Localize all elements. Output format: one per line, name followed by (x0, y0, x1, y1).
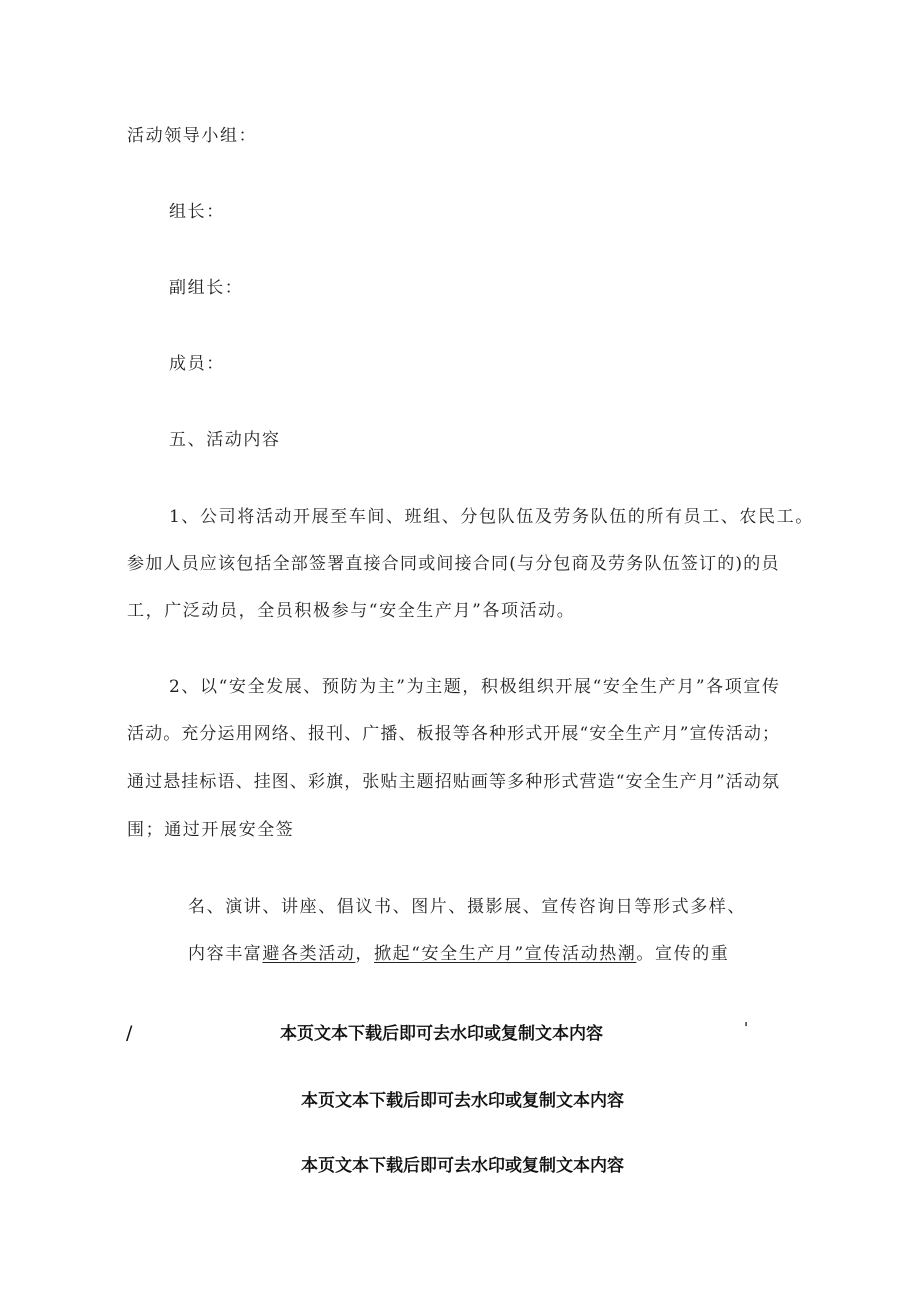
watermark-line-3: 本页文本下载后即可去水印或复制文本内容 (301, 1156, 624, 1176)
continuation-text-b: ， (355, 944, 375, 964)
leader-label: 组长： (169, 202, 225, 222)
continuation-text-c: 。宣传的重 (636, 944, 730, 964)
continuation-line-2 (188, 944, 729, 964)
item-1-line-3: 工，广泛动员，全员积极参与“安全生产月”各项活动。 (127, 601, 576, 621)
item-2-line-1: 2、以“安全发展、预防为主”为主题，积极组织开展“安全生产月”各项宣传 (169, 677, 781, 697)
member-label: 成员： (169, 354, 225, 374)
item-2-line-3: 通过悬挂标语、挂图、彩旗，张贴主题招贴画等多种形式营造“安全生产月”活动氛 (127, 772, 781, 792)
watermark-tick-mark: ' (744, 1019, 749, 1037)
continuation-underlined-b: 掀起“安全生产月”宣传活动热潮 (374, 944, 637, 964)
deputy-leader-label: 副组长： (169, 278, 244, 298)
leadership-heading: 活动领导小组： (127, 126, 258, 146)
section-5-title: 五、活动内容 (169, 430, 281, 450)
item-2-line-2: 活动。充分运用网络、报刊、广播、板报等各种形式开展“安全生产月”宣传活动； (127, 724, 781, 744)
item-1-line-1: 1、公司将活动开展至车间、班组、分包队伍及劳务队伍的所有员工、农民工。 (169, 507, 814, 527)
watermark-line-1: 本页文本下载后即可去水印或复制文本内容 (280, 1024, 603, 1044)
continuation-underlined-a: 避各类活动 (262, 944, 356, 964)
watermark-line-2: 本页文本下载后即可去水印或复制文本内容 (301, 1091, 624, 1111)
item-2-line-4: 围；通过开展安全签 (127, 820, 295, 840)
continuation-line-1: 名、演讲、讲座、倡议书、图片、摄影展、宣传咨询日等形式多样、 (188, 897, 746, 917)
watermark-slash-mark: / (126, 1022, 133, 1044)
continuation-text-a: 内容丰富 (188, 944, 263, 964)
item-1-line-2: 参加人员应该包括全部签署直接合同或间接合同(与分包商及劳务队伍签订的)的员 (127, 554, 780, 574)
